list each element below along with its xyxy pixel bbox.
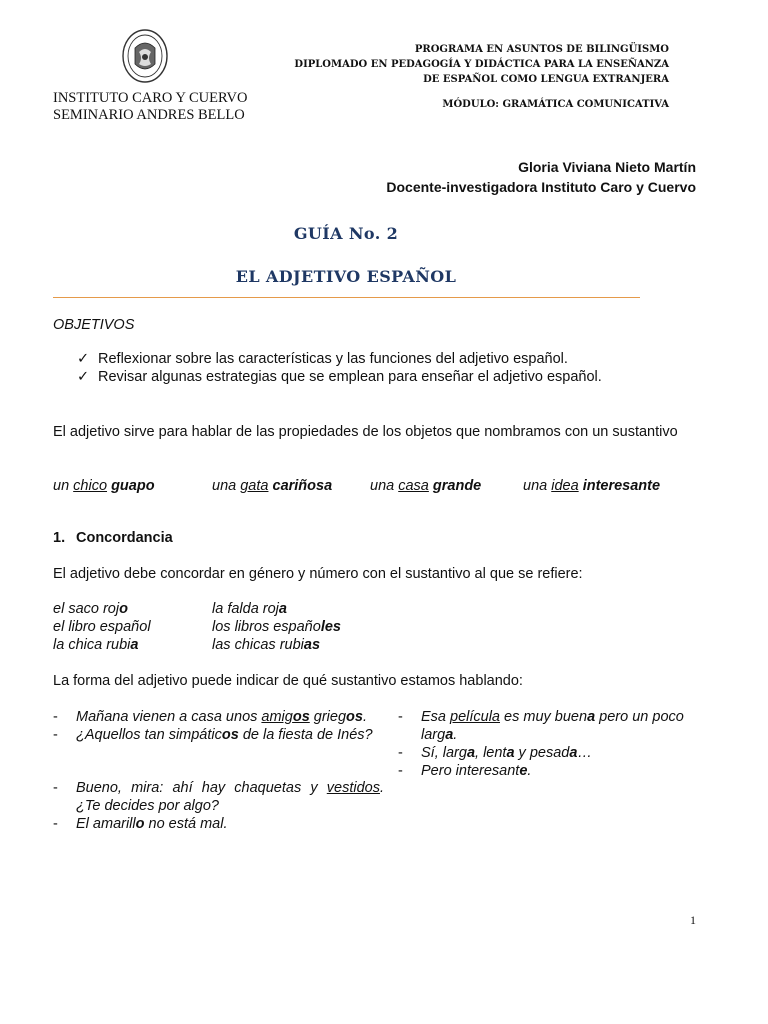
agreement-example: la chica rubia xyxy=(53,637,139,653)
institute-line: INSTITUTO CARO Y CUERVO xyxy=(53,90,248,106)
author-role: Docente-investigadora Instituto Caro y Cuervo xyxy=(386,179,696,195)
author-name: Gloria Viviana Nieto Martín xyxy=(518,159,696,175)
section-title: Concordancia xyxy=(76,530,173,546)
dialogue-line: - Sí, larga, lenta y pesada… xyxy=(398,745,592,761)
objective-item xyxy=(77,350,602,368)
institute-line: SEMINARIO ANDRES BELLO xyxy=(53,107,245,123)
guide-title: GUÍA No. 2 xyxy=(293,224,399,243)
agreement-example: los libros españoles xyxy=(212,619,341,635)
institute-name xyxy=(53,90,247,124)
dialogue-list-right xyxy=(398,708,700,780)
module-line: MÓDULO: GRAMÁTICA COMUNICATIVA xyxy=(442,99,669,110)
program-header xyxy=(294,42,669,112)
dialogue-list-left xyxy=(53,708,384,744)
objectives-list xyxy=(77,350,602,386)
example-phrase: una idea interesante xyxy=(523,478,661,494)
author-block xyxy=(386,157,696,197)
agreement-examples-right xyxy=(212,600,341,654)
title-divider xyxy=(53,297,640,298)
objectives-heading: OBJETIVOS xyxy=(53,317,135,333)
objective-item xyxy=(77,368,602,386)
program-line: PROGRAMA EN ASUNTOS DE BILINGÜISMO xyxy=(414,44,669,55)
program-line: DIPLOMADO EN PEDAGOGÍA Y DIDÁCTICA PARA LA ENSEÑANZA xyxy=(294,59,669,70)
example-phrase: un chico guapo xyxy=(53,478,155,494)
dialogue-line: - Esa película es muy buena pero un poco larga. xyxy=(398,709,684,743)
intro-paragraph: El adjetivo sirve para hablar de las propiedades de los objetos que nombramos con un sustantivo xyxy=(53,424,678,440)
checkmark-icon: ✓ xyxy=(77,351,90,367)
example-phrase: una casa grande xyxy=(370,478,482,494)
dialogue-line: - ¿Aquellos tan simpáticos de la fiesta de Inés? xyxy=(53,727,373,743)
institute-seal-logo xyxy=(121,28,169,84)
example-phrase: una gata cariñosa xyxy=(212,478,333,494)
page-number: 1 xyxy=(690,913,696,927)
checkmark-icon: ✓ xyxy=(77,369,90,385)
dialogue-line: - Bueno, mira: ahí hay chaquetas y vestidos. ¿Te decides por algo? xyxy=(53,780,384,814)
agreement-example: la falda roja xyxy=(212,601,287,617)
agreement-example: las chicas rubias xyxy=(212,637,321,653)
agreement-paragraph: El adjetivo debe concordar en género y número con el sustantivo al que se refiere: xyxy=(53,566,583,582)
objective-text: Reflexionar sobre las características y las funciones del adjetivo español. xyxy=(98,351,568,367)
topic-title: EL ADJETIVO ESPAÑOL xyxy=(235,267,457,286)
dialogue-list-left-2 xyxy=(53,779,384,833)
dialogue-line: - El amarillo no está mal. xyxy=(53,816,228,832)
section-heading xyxy=(53,529,173,547)
agreement-example: el saco rojo xyxy=(53,601,128,617)
section-number: 1. xyxy=(53,530,66,546)
objective-text: Revisar algunas estrategias que se emplean para enseñar el adjetivo español. xyxy=(98,369,602,385)
dialogue-line: - Mañana vienen a casa unos amigos griegos. xyxy=(53,709,367,725)
form-paragraph: La forma del adjetivo puede indicar de qué sustantivo estamos hablando: xyxy=(53,673,523,689)
dialogue-line: - Pero interesante. xyxy=(398,763,532,779)
agreement-examples-left xyxy=(53,600,151,654)
agreement-example: el libro español xyxy=(53,619,151,635)
program-line: DE ESPAÑOL COMO LENGUA EXTRANJERA xyxy=(423,74,669,85)
